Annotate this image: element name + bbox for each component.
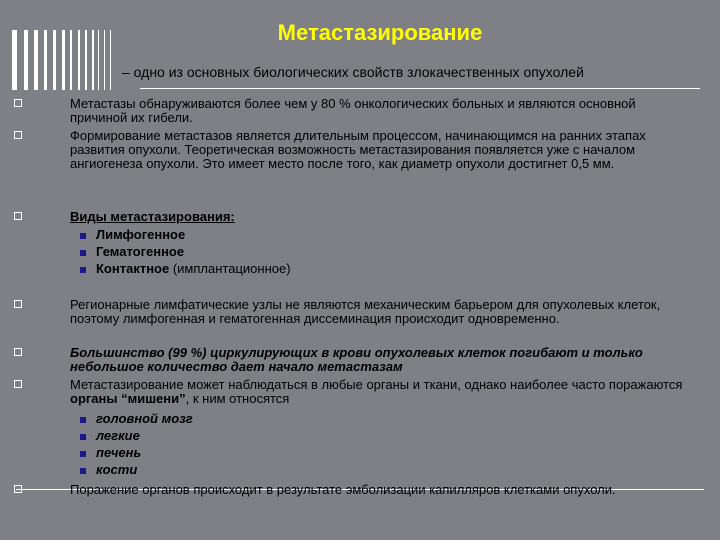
bullet-7-text: Поражение органов происходит в результате эмболизации капилляров клетками опухоли.	[70, 482, 616, 497]
checkbox-bullet-icon	[14, 348, 22, 356]
checkbox-bullet-icon	[14, 99, 22, 107]
bullet-4-text: Регионарные лимфатические узлы не являются механическим барьером для опухолевых клеток, поэтому лимфогенная и гематогенная диссеминация происходит одновременно.	[70, 297, 661, 326]
contact-note: (имплантационное)	[169, 261, 291, 276]
decorative-bars	[12, 30, 132, 90]
sub-item-liver: печень	[80, 444, 141, 461]
sub-item-brain: головной мозг	[80, 410, 193, 427]
header-divider	[140, 88, 700, 89]
checkbox-bullet-icon	[14, 212, 22, 220]
square-bullet-icon	[80, 250, 86, 256]
square-bullet-icon	[80, 434, 86, 440]
square-bullet-icon	[80, 468, 86, 474]
slide-subtitle: – одно из основных биологических свойств злокачественных опухолей	[122, 64, 584, 80]
square-bullet-icon	[80, 233, 86, 239]
bullet-4	[14, 298, 694, 326]
slide-title: Метастазирование	[277, 20, 483, 45]
bullet-1-text: Метастазы обнаруживаются более чем у 80 % онкологических больных и являются основной причиной их гибели.	[70, 96, 636, 125]
sub-item-contact: Контактное (имплантационное)	[80, 260, 291, 277]
bullet-2	[14, 129, 694, 171]
bullet-6-text: Метастазирование может наблюдаться в любые органы и ткани, однако наиболее часто поражаются органы “мишени”, к ним относятся	[70, 377, 683, 406]
square-bullet-icon	[80, 451, 86, 457]
bullet-7	[14, 483, 694, 497]
sub-item-hematogenous: Гематогенное	[80, 243, 184, 260]
checkbox-bullet-icon	[14, 300, 22, 308]
square-bullet-icon	[80, 267, 86, 273]
bullet-1	[14, 97, 694, 125]
sub-item-lungs: легкие	[80, 427, 140, 444]
bullet-5-text: Большинство (99 %) циркулирующих в крови опухолевых клеток погибают и только небольшое количество дает начало метастазам	[70, 345, 643, 374]
bullet-6	[14, 378, 694, 406]
bullet-3	[14, 210, 694, 224]
bullet-2-text: Формирование метастазов является длительным процессом, начинающимся на ранних этапах развития опухоли. Теоретическая возможность метастазирования появляется уже с началом ангиогенеза опухоли. Это имеет место после того, как диаметр опухоли достигнет 0,5 мм.	[70, 128, 646, 171]
sub-item-bones: кости	[80, 461, 137, 478]
bullet-5	[14, 346, 694, 374]
checkbox-bullet-icon	[14, 380, 22, 388]
checkbox-bullet-icon	[14, 131, 22, 139]
bullet-3-text: Виды метастазирования:	[70, 209, 235, 224]
square-bullet-icon	[80, 417, 86, 423]
sub-item-lymphogenous: Лимфогенное	[80, 226, 185, 243]
checkbox-bullet-icon	[14, 485, 22, 493]
